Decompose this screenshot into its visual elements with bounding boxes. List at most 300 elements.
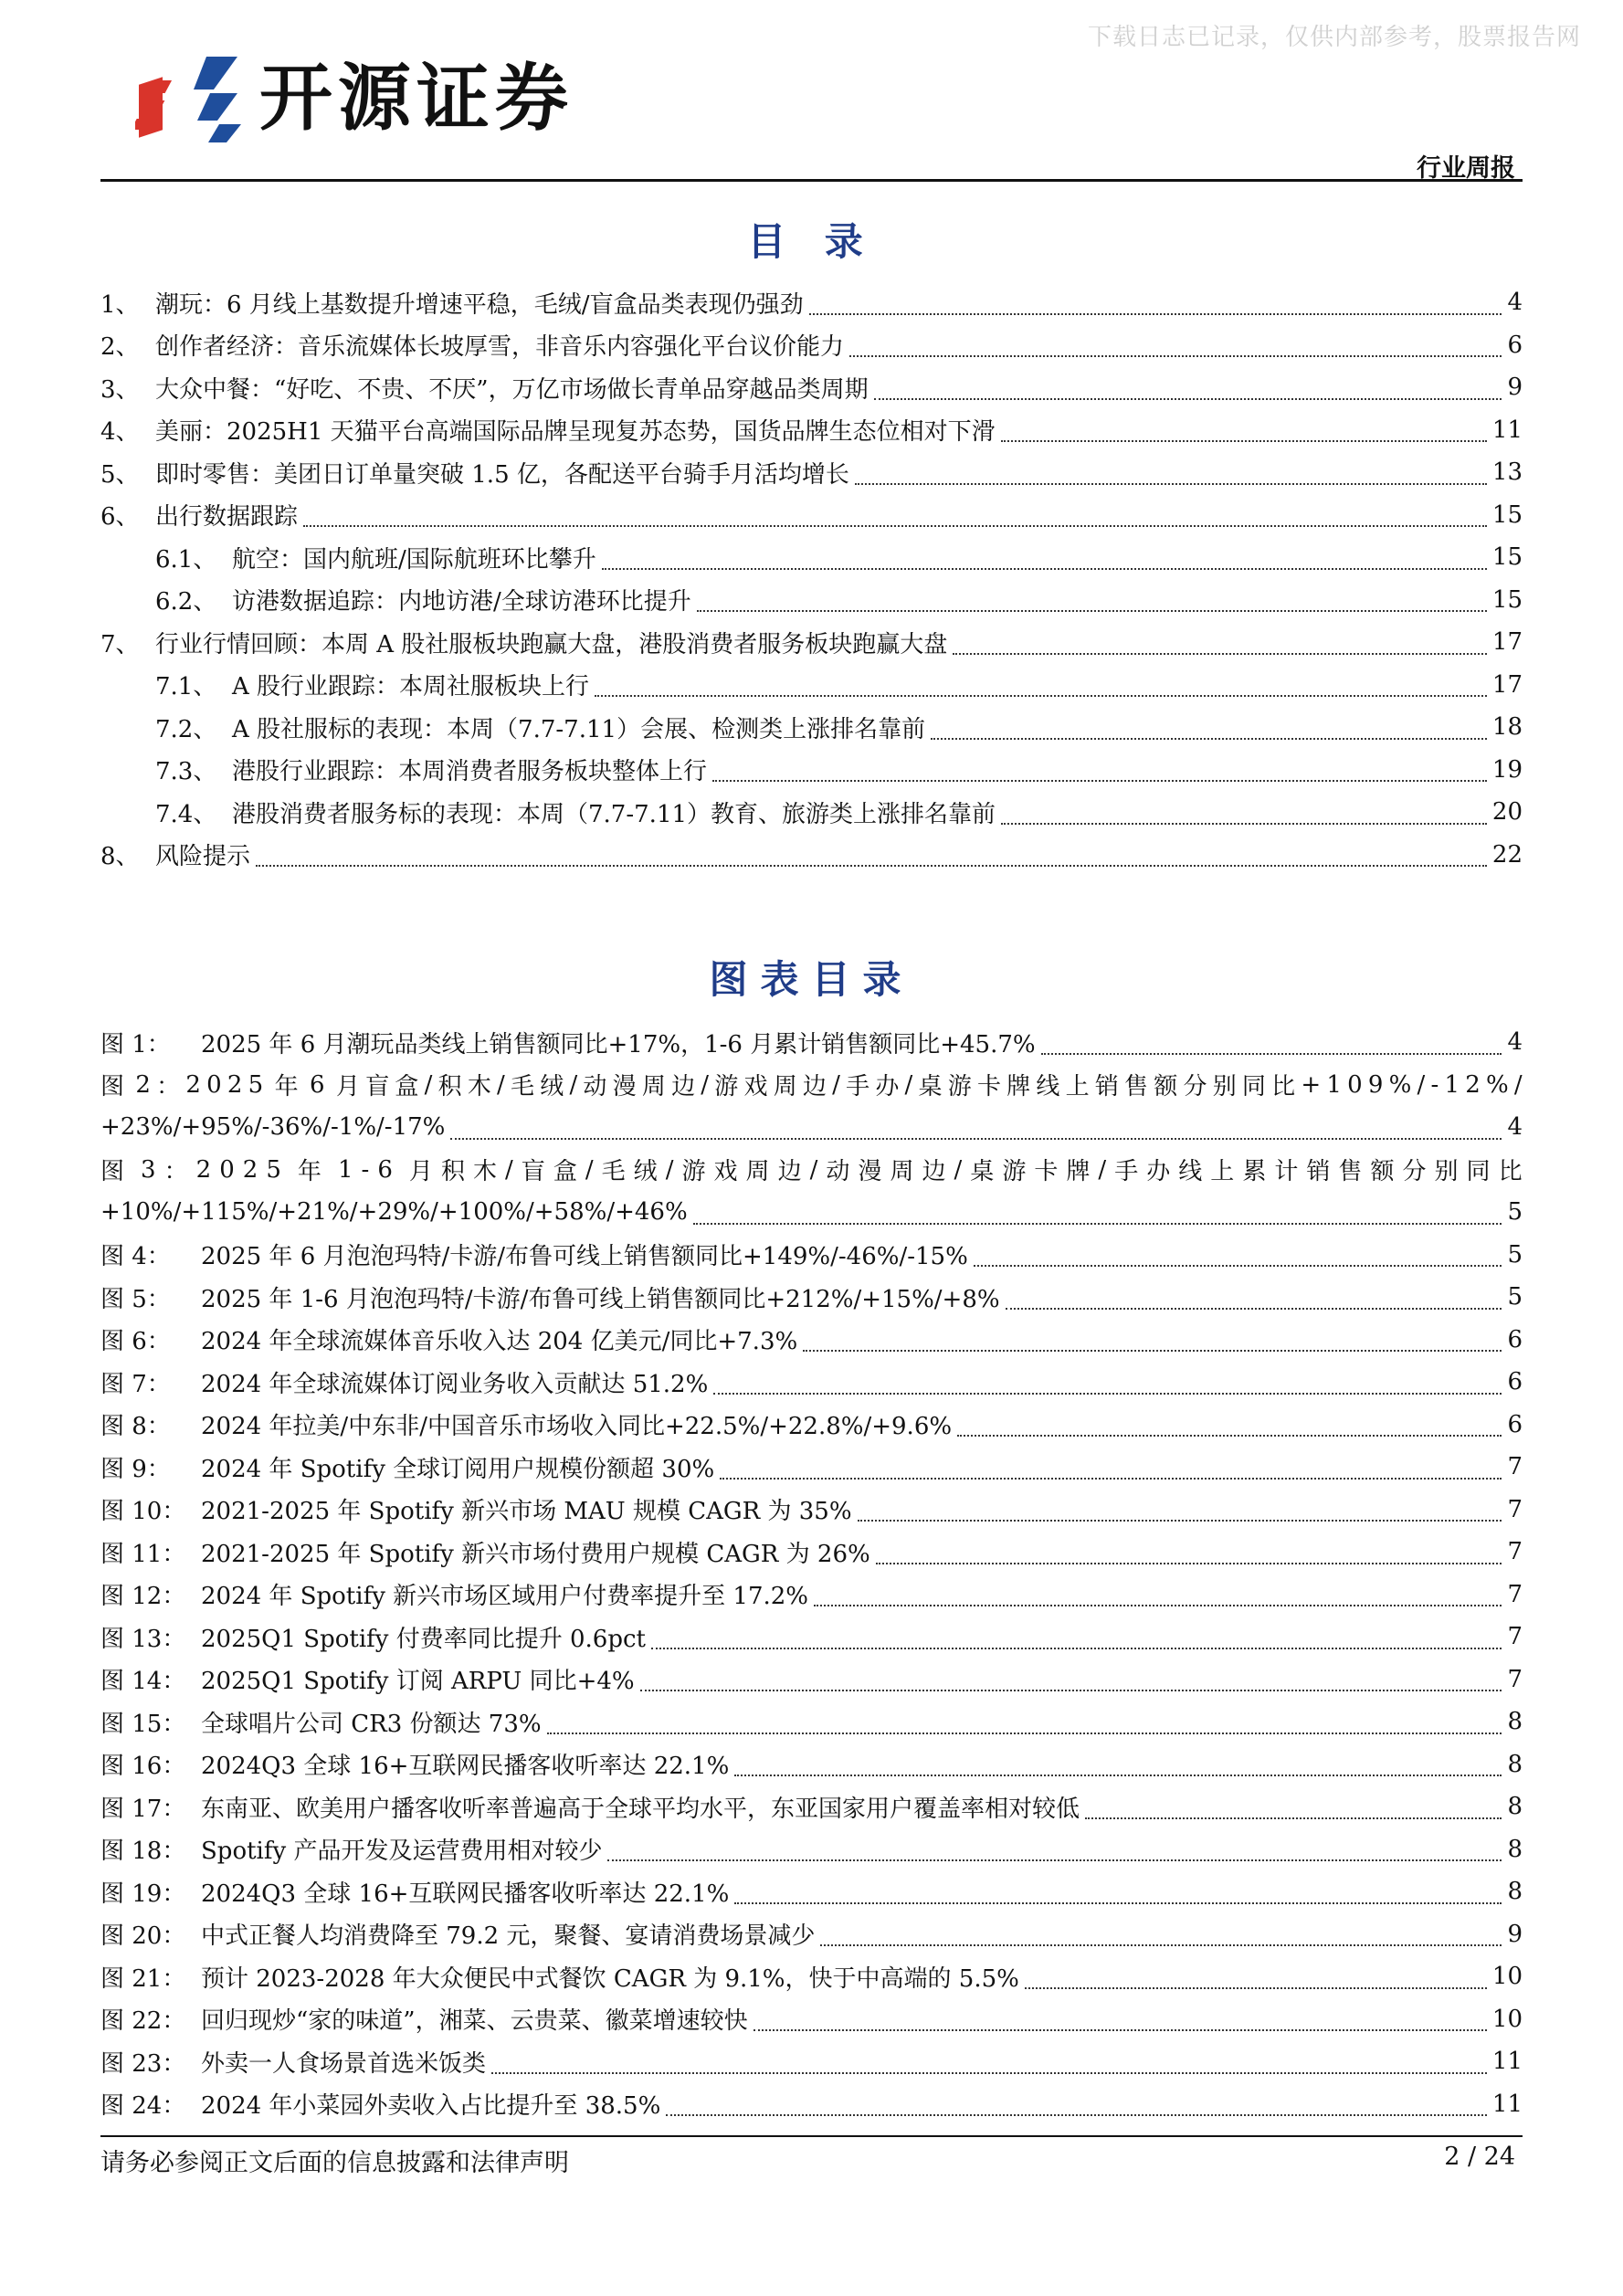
dot-leader [957,1435,1502,1437]
figure-title-char: 2 [1465,1070,1481,1099]
figure-entry-number: 图 15： [100,1710,186,1738]
dot-leader [607,1859,1502,1861]
figure-title-char: 同 [1466,1158,1491,1186]
figure-entry[interactable] [100,1701,1523,1743]
figure-entry-title: 2024Q3 全球 16+互联网民播客收听率达 22.1% [201,1753,730,1781]
figure-title-char: 计 [1274,1158,1299,1186]
dot-leader [931,738,1487,740]
figure-title-char: 2 [242,1155,258,1184]
toc-entry-page: 13 [1491,458,1523,487]
figure-entry-number: 图 6： [100,1328,171,1356]
toc-entry-title: 潮玩：6 月线上基数提升增速平稳，毛绒/盲盒品类表现仍强劲 [155,290,804,319]
figure-title-char: - [1430,1070,1439,1099]
figure-entry-number: 图 22： [100,2007,186,2036]
figure-title-char: 牌 [1066,1158,1091,1186]
figure-entry-number: 图 24： [100,2092,186,2121]
figure-entry-title: 2024 年小菜园外卖收入占比提升至 38.5% [201,2092,661,2121]
figure-title-char: 月 [408,1158,433,1186]
toc-entry-title: A 股行业跟踪：本周社服板块上行 [232,673,590,701]
figure-title-char: 办 [875,1073,900,1101]
dot-leader [803,1350,1502,1352]
figure-title-char: 周 [890,1158,914,1186]
figure-entry-number: 图 1： [100,1030,171,1058]
toc-entry-page: 20 [1491,798,1523,827]
figure-entry-title: Spotify 产品开发及运营费用相对较少 [201,1838,603,1866]
figure-title-char: 5 [266,1155,281,1184]
figure-entry-number: 图 23： [100,2049,186,2078]
figure-title-char: 戏 [743,1073,768,1101]
figure-title-char: 0 [219,1155,235,1184]
figure-title-char: 同 [1241,1073,1266,1101]
dot-leader [713,1393,1502,1395]
toc-entry-title: 创作者经济：音乐流媒体长坡厚雪，非音乐内容强化平台议价能力 [155,333,845,362]
dot-leader [1001,823,1487,825]
figure-title-char: / [665,1155,674,1184]
toc-entry[interactable] [100,579,1523,622]
toc-entry-page: 9 [1507,374,1523,402]
figure-title-char: 游 [681,1158,706,1186]
dot-leader [754,2029,1487,2031]
figure-title-char: 销 [1094,1073,1119,1101]
figure-title-char: 售 [1338,1158,1363,1186]
toc-entry[interactable] [100,791,1523,834]
figure-entry-page: 4 [1507,1113,1523,1142]
figure-title-char: / [585,1155,594,1184]
toc-entry[interactable] [100,706,1523,749]
figure-entry-number: 图 21： [100,1964,186,1993]
logo-mark-icon [135,53,247,144]
figure-title-char: 毛 [601,1158,626,1186]
figure-entry-title: 2024 年全球流媒体音乐收入达 204 亿美元/同比+7.3% [201,1328,798,1356]
figure-entry[interactable] [100,1234,1523,1277]
figure-title-char: / [1098,1155,1107,1184]
figure-entry[interactable] [100,1659,1523,1701]
figure-entry-title: 回归现炒“家的味道”，湘菜、云贵菜、徽菜增速较快 [201,2007,748,2036]
figure-entry-title: 2025 年 6 月潮玩品类线上销售额同比+17%，1-6 月累计销售额同比+45.7% [201,1030,1036,1058]
figure-title-char: 边 [922,1158,946,1186]
figure-title-char: / [424,1070,433,1099]
toc-entry-number: 2、 [100,333,140,362]
figure-title-char: 卡 [976,1073,1001,1101]
figure-title-char: / [904,1070,913,1099]
figure-entry-title: 外卖一人食场景首选米饭类 [201,2049,487,2078]
toc-entry[interactable] [100,621,1523,664]
figure-entry-line-1 [100,1064,1523,1107]
figure-entry[interactable] [100,1021,1523,1064]
figure-entry-page: 7 [1507,1665,1523,1693]
figure-entry-title: 2024 年 Spotify 新兴市场区域用户付费率提升至 17.2% [201,1583,809,1611]
dot-leader [809,313,1502,315]
figure-entry-page: 6 [1507,1325,1523,1353]
figure-title-char: 办 [1146,1158,1171,1186]
figure-title-char: 额 [1154,1073,1178,1101]
figure-title-char: / [954,1155,963,1184]
figure-title-char: 边 [802,1073,827,1101]
toc-entry-title: 出行数据跟踪 [155,503,299,532]
figure-title-char: 线 [1036,1073,1060,1101]
toc-entry-page: 18 [1491,713,1523,742]
figure-entry[interactable] [100,1913,1523,1956]
toc-entry[interactable] [100,664,1523,707]
dot-leader [814,1605,1502,1606]
figure-entry-page: 7 [1507,1495,1523,1523]
figure-entry-number: 图 19： [100,1880,186,1908]
figure-title-char: 图 [100,1073,125,1101]
figure-entry-title: 2024Q3 全球 16+互联网民播客收听率达 22.1% [201,1880,730,1908]
figure-entry[interactable] [100,1319,1523,1362]
figure-title-char: 分 [1402,1158,1427,1186]
figure-entry-title: 东南亚、欧美用户播客收听率普遍高于全球平均水平，东亚国家用户覆盖率相对较低 [201,1795,1080,1823]
figure-entry-title: 2025 年 6 月泡泡玛特/卡游/布鲁可线上销售额同比+149%/-46%/-15% [201,1243,968,1271]
figure-entry-title: 2021-2025 年 Spotify 新兴市场 MAU 规模 CAGR 为 35% [201,1498,852,1526]
toc-entry-number: 6.1、 [155,545,217,574]
figure-entry-page: 8 [1507,1708,1523,1736]
toc-entry-number: 7.4、 [155,800,217,828]
figure-entry[interactable] [100,2083,1523,2126]
figure-entry-page: 6 [1507,1410,1523,1438]
figure-title-char: 6 [310,1070,325,1099]
toc-entry[interactable] [100,834,1523,877]
toc-entry-title: 航空：国内航班/国际航班环比攀升 [232,545,596,574]
figure-entry-number: 图 13： [100,1625,186,1653]
figure-title-char: 漫 [858,1158,882,1186]
figure-entry-title: 2024 年 Spotify 全球订阅用户规模份额超 30% [201,1455,715,1483]
toc-entry-title: 风险提示 [155,843,251,871]
toc-entry-number: 7.1、 [155,673,217,701]
figure-title-char: 销 [1306,1158,1331,1186]
dot-leader [849,355,1502,357]
figure-title-char: 上 [1210,1158,1235,1186]
dot-leader [855,483,1487,485]
figure-entry-number: 图 8： [100,1413,171,1441]
figure-title-char: 2 [227,1070,243,1099]
toc-entry-title: 美丽：2025H1 天猫平台高端国际品牌呈现复苏态势，国货品牌生态位相对下滑 [155,418,996,447]
figure-title-char: / [505,1155,513,1184]
figure-entry-title: 2024 年全球流媒体订阅业务收入贡献达 51.2% [201,1370,709,1398]
figure-title-char: 3 [141,1155,156,1184]
figure-title-char: 5 [248,1070,264,1099]
figure-title-char: 6 [377,1155,393,1184]
figure-title-char: / [701,1070,710,1099]
figure-entry[interactable] [100,1064,1523,1149]
figure-title-char: 图 [100,1158,125,1186]
figure-entry-number: 图 18： [100,1838,186,1866]
dot-leader [1025,1987,1487,1989]
figure-entry-page: 7 [1507,1580,1523,1608]
figure-title-char: 牌 [1006,1073,1031,1101]
figure-entry-number: 图 5： [100,1285,171,1313]
figure-title-char: 积 [440,1158,465,1186]
toc-entry-title: 即时零售：美团日订单量突破 1.5 亿，各配送平台骑手月活均增长 [155,460,849,489]
figure-title-char: 游 [714,1073,739,1101]
figure-entry-title-cont: +10%/+115%/+21%/+29%/+100%/+58%/+46% [100,1198,688,1227]
figure-entry[interactable] [100,1361,1523,1404]
figure-title-char: 木 [467,1073,491,1101]
toc-entry[interactable] [100,536,1523,579]
dot-leader [1001,440,1487,442]
figure-title-char: 1 [1444,1070,1460,1099]
figure-title-char: 比 [1498,1158,1523,1186]
figure-title-char: 手 [1114,1158,1139,1186]
toc-entry-page: 4 [1507,289,1523,317]
figure-title-char: 盲 [365,1073,390,1101]
figure-title-char: 盒 [553,1158,577,1186]
toc-entry[interactable] [100,324,1523,367]
figure-entry-page: 5 [1507,1283,1523,1311]
dot-leader [693,1223,1502,1225]
figure-entry[interactable] [100,1870,1523,1913]
figure-title-char: 木 [472,1158,497,1186]
figure-title-char: % [1388,1070,1412,1099]
figure-title-char: ： [163,1158,188,1186]
figure-entry-number: 图 11： [100,1540,186,1568]
figure-entry-number: 图 16： [100,1753,186,1781]
figure-entry-line-2 [100,1191,1523,1234]
toc-entry-number: 3、 [100,375,140,404]
figure-entry[interactable] [100,1404,1523,1447]
header-rule [100,179,1523,182]
toc-entry-title: 访港数据追踪：内地访港/全球访港环比提升 [232,588,691,616]
dot-leader [734,1775,1502,1776]
toc-entry-title: A 股社服标的表现：本周（7.7-7.11）会展、检测类上涨排名靠前 [232,715,926,743]
figure-entry-page: 5 [1507,1240,1523,1269]
toc-entry[interactable] [100,494,1523,537]
dot-leader [734,1902,1502,1904]
figure-entry-page: 8 [1507,1835,1523,1863]
dot-leader [491,2072,1487,2074]
figure-title-char: % [1485,1070,1509,1099]
figure-entry[interactable] [100,1149,1523,1234]
figure-title-char: 额 [1370,1158,1395,1186]
figure-title-char: + [1301,1070,1322,1099]
dot-leader [1006,1308,1502,1310]
figure-title-char: 别 [1434,1158,1459,1186]
figure-title-char: 累 [1242,1158,1267,1186]
toc-entry[interactable] [100,366,1523,409]
figure-title-char: 边 [671,1073,696,1101]
figure-entry-title: 2025Q1 Spotify 付费率同比提升 0.6pct [201,1625,647,1653]
figure-title-char: 比 [1271,1073,1296,1101]
dot-leader [547,1733,1502,1734]
figure-title-char: 9 [1367,1070,1384,1099]
figure-title-char: / [1417,1070,1426,1099]
toc-entry-number: 1、 [100,290,140,319]
toc-entry-number: 7、 [100,630,140,658]
dot-leader [450,1138,1502,1140]
toc-entry-page: 15 [1491,543,1523,572]
figure-title-char: 0 [1347,1070,1363,1099]
figure-entry-line-2 [100,1106,1523,1149]
figure-entry[interactable] [100,1616,1523,1659]
figure-entry-page: 4 [1507,1028,1523,1057]
figure-entry-title: 2025 年 1-6 月泡泡玛特/卡游/布鲁可线上销售额同比+212%/+15%/+8% [201,1285,1000,1313]
logo-text: 开源证券 [259,56,574,141]
figure-title-char: 周 [641,1073,666,1101]
toc-entry-title: 大众中餐：“好吃、不贵、不厌”，万亿市场做长青单品穿越品类周期 [155,375,869,404]
figure-entry[interactable] [100,1276,1523,1319]
figure-entry-number: 图 10： [100,1498,186,1526]
toc-entry-page: 15 [1491,585,1523,614]
figure-title-char: 桌 [970,1158,995,1186]
figure-title-char: 绒 [540,1073,564,1101]
figure-title-char: / [497,1070,505,1099]
figure-title-char: 月 [335,1073,360,1101]
toc-entry-number: 7.3、 [155,758,217,786]
toc-entry[interactable] [100,749,1523,792]
figure-title-char: 游 [947,1073,972,1101]
dot-leader [953,653,1487,655]
toc-entry-title: 港股消费者服务标的表现：本周（7.7-7.11）教育、旅游类上涨排名靠前 [232,800,996,828]
figure-entry-number: 图 9： [100,1455,171,1483]
figure-title-char: 2 [195,1155,212,1184]
figure-entry[interactable] [100,1574,1523,1617]
figure-entry[interactable] [100,1446,1523,1489]
figure-entry-number: 图 17： [100,1795,186,1823]
figure-title-char: / [569,1070,578,1099]
figure-title-char: 1 [337,1155,353,1184]
figure-entry-page: 6 [1507,1368,1523,1396]
figure-entry-page: 5 [1507,1198,1523,1227]
toc-entry-title: 港股行业跟踪：本周消费者服务板块整体上行 [232,758,708,786]
figure-title-char: 售 [1124,1073,1149,1101]
toc-entry-page: 11 [1491,416,1523,444]
figure-entry-page: 7 [1507,1538,1523,1566]
disclaimer-note: 请务必参阅正文后面的信息披露和法律声明 [100,2149,569,2177]
toc-entry-number: 4、 [100,418,140,447]
figure-list-heading: 图表目录 [709,957,914,1002]
figure-entry[interactable] [100,1743,1523,1786]
figure-entry-title: 预计 2023-2028 年大众便民中式餐饮 CAGR 为 9.1%，快于中高端的 5.5% [201,1964,1019,1993]
figure-entry-page: 8 [1507,1878,1523,1906]
figure-title-char: 游 [1002,1158,1027,1186]
figure-title-char: 周 [773,1073,797,1101]
figure-entry[interactable] [100,1955,1523,1998]
figure-title-char: 盲 [521,1158,545,1186]
figure-title-char: - [361,1155,370,1184]
figure-entry-page: 8 [1507,1793,1523,1821]
figure-entry[interactable] [100,2040,1523,2083]
toc-list [100,281,1523,876]
dot-leader [697,610,1487,612]
document-type-label: 行业周报 [1417,154,1515,183]
company-logo [135,53,574,144]
figure-entry-title: 2024 年拉美/中东非/中国音乐市场收入同比+22.5%/+22.8%/+9.6% [201,1413,953,1441]
figure-entry-title: 中式正餐人均消费降至 79.2 元，聚餐、宴请消费场景减少 [201,1922,816,1951]
figure-title-char: 手 [846,1073,870,1101]
dot-leader [595,695,1487,697]
figure-entry-page: 10 [1491,1963,1523,1991]
figure-title-char: 2 [135,1070,151,1099]
figure-title-char: 上 [1065,1073,1090,1101]
figure-title-char: 2 [185,1070,201,1099]
figure-entry-page: 7 [1507,1623,1523,1651]
figure-title-char: 毛 [511,1073,535,1101]
figure-list [100,1021,1523,2125]
dot-leader [640,1690,1502,1691]
toc-entry-page: 22 [1491,840,1523,869]
figure-entry-number: 图 4： [100,1243,171,1271]
dot-leader [303,525,1487,527]
figure-title-char: 线 [1178,1158,1203,1186]
figure-entry-title: 2021-2025 年 Spotify 新兴市场付费用户规模 CAGR 为 26% [201,1540,870,1568]
dot-leader [1041,1053,1502,1055]
toc-entry-page: 17 [1491,628,1523,657]
toc-entry[interactable] [100,409,1523,452]
toc-entry-number: 6、 [100,503,140,532]
figure-title-char: 边 [777,1158,802,1186]
page-number: 2 / 24 [1444,2143,1515,2171]
figure-title-char: 戏 [713,1158,738,1186]
toc-entry-number: 5、 [100,460,140,489]
figure-title-char: 动 [826,1158,850,1186]
figure-entry[interactable] [100,1828,1523,1871]
dot-leader [974,1265,1502,1267]
figure-entry-title-cont: +23%/+95%/-36%/-1%/-17% [100,1113,446,1142]
figure-title-char: 卡 [1034,1158,1059,1186]
dot-leader [858,1520,1502,1522]
toc-entry[interactable] [100,281,1523,324]
figure-entry-page: 7 [1507,1453,1523,1481]
dot-leader [1085,1817,1502,1819]
figure-entry[interactable] [100,1998,1523,2041]
figure-title-char: 分 [1183,1073,1207,1101]
dot-leader [651,1648,1502,1649]
figure-title-char: 漫 [612,1073,637,1101]
figure-title-char: / [1513,1070,1523,1099]
figure-title-char: 积 [437,1073,462,1101]
figure-title-char: 周 [745,1158,770,1186]
dot-leader [666,2114,1487,2116]
toc-entry-title: 行业行情回顾：本周 A 股社服板块跑赢大盘，港股消费者服务板块跑赢大盘 [155,630,948,658]
watermark: 下载日志已记录，仅供内部参考，股票报告网 [1087,24,1581,51]
toc-entry-number: 6.2、 [155,588,217,616]
dot-leader [820,1944,1502,1946]
figure-entry-number: 图 7： [100,1370,171,1398]
figure-entry[interactable] [100,1489,1523,1532]
dot-leader [876,1563,1502,1564]
figure-entry-title: 全球唱片公司 CR3 份额达 73% [201,1710,542,1738]
figure-title-char: 桌 [918,1073,943,1101]
figure-title-char: 盒 [395,1073,419,1101]
figure-entry[interactable] [100,1785,1523,1828]
dot-leader [720,1478,1502,1480]
figure-entry-title: 2025Q1 Spotify 订阅 ARPU 同比+4% [201,1668,635,1696]
toc-entry-page: 15 [1491,500,1523,529]
figure-entry-page: 11 [1491,2048,1523,2076]
dot-leader [602,568,1487,570]
figure-entry-number: 图 20： [100,1922,186,1951]
toc-heading: 目 录 [747,219,876,264]
dot-leader [712,780,1487,782]
figure-title-char: 年 [297,1158,321,1186]
toc-entry-page: 17 [1491,670,1523,699]
toc-entry-page: 19 [1491,755,1523,784]
toc-entry[interactable] [100,451,1523,494]
figure-entry-page: 8 [1507,1750,1523,1778]
dot-leader [874,398,1502,400]
figure-title-char: 别 [1212,1073,1237,1101]
figure-entry-line-1 [100,1149,1523,1192]
toc-entry-page: 6 [1507,331,1523,359]
figure-entry-number: 图 14： [100,1668,186,1696]
figure-title-char: / [809,1155,818,1184]
footer-rule [100,2135,1523,2137]
figure-title-char: 绒 [633,1158,658,1186]
figure-title-char: 1 [1326,1070,1342,1099]
toc-entry-number: 7.2、 [155,715,217,743]
figure-entry[interactable] [100,1531,1523,1574]
figure-entry-page: 11 [1491,2090,1523,2118]
